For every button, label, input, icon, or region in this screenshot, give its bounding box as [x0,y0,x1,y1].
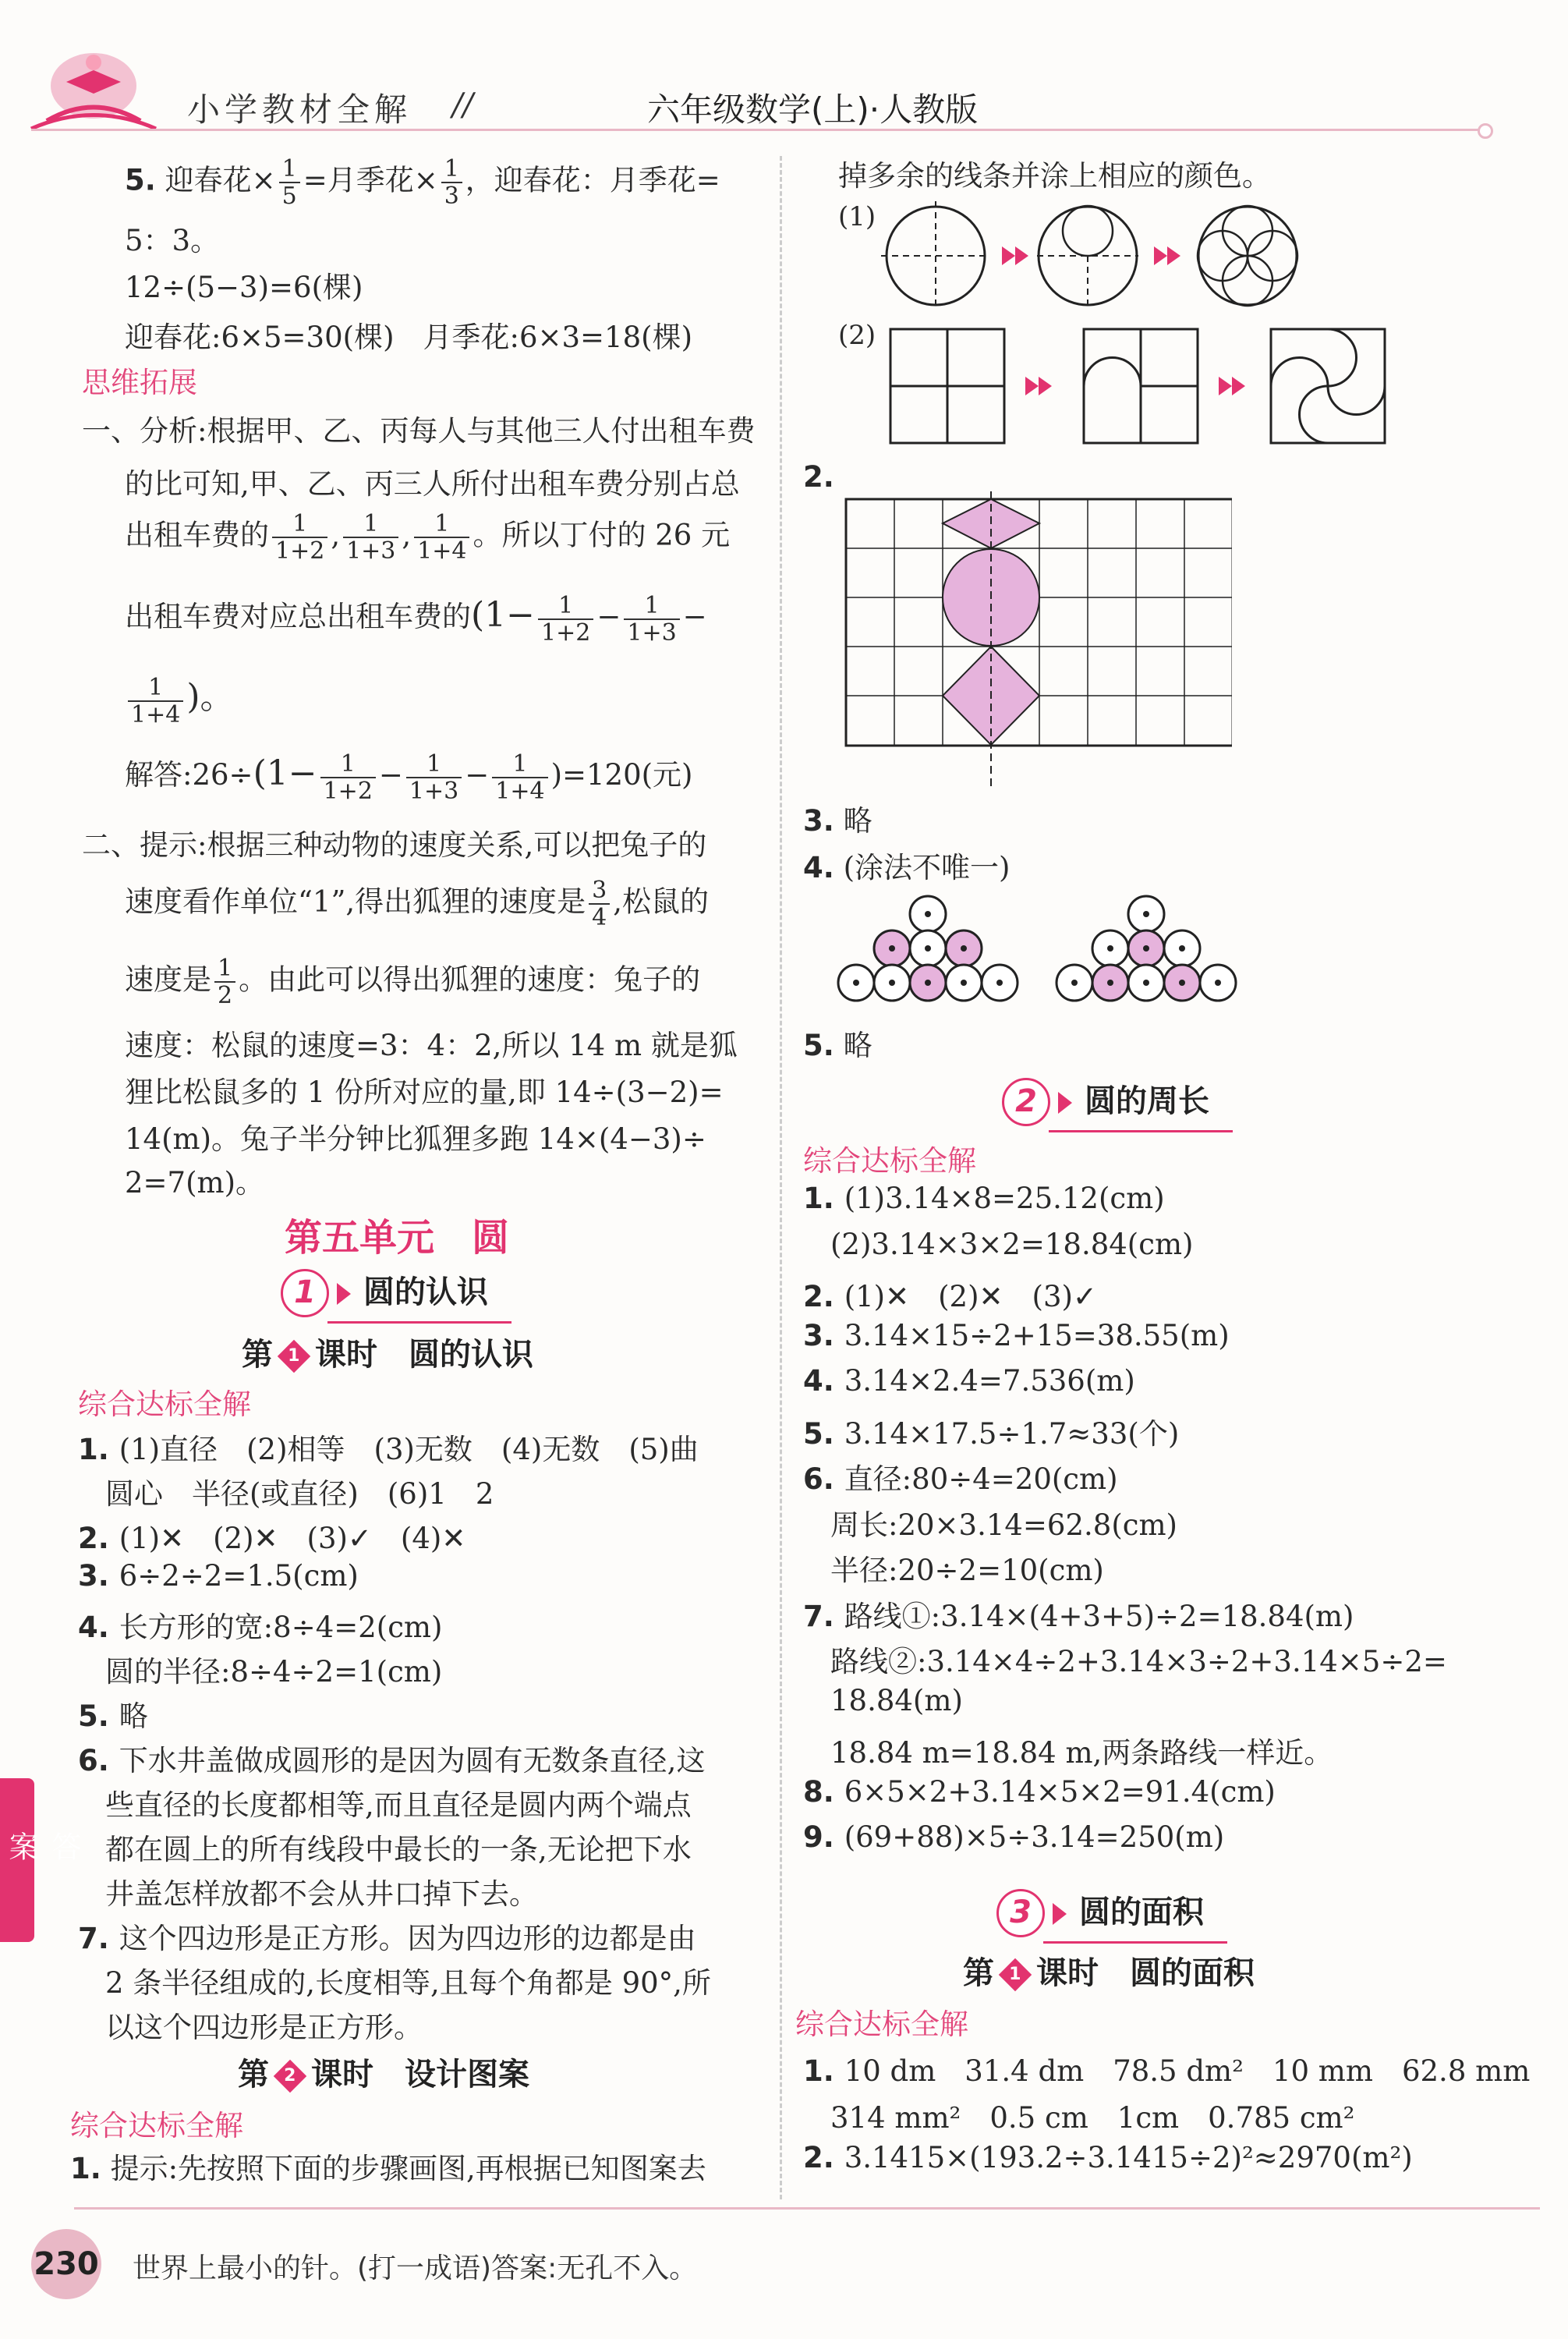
item-text: 3.1415×(193.2÷3.1415÷2)²≈2970(m²) [844,2141,1413,2174]
list-item [803,1775,1276,1809]
item-num: 3. [78,1559,119,1593]
item-num: 1. [803,1182,844,1215]
lesson-pre: 第 [238,2057,269,2093]
right-cont: 掉多余的线条并涂上相应的颜色。 [838,159,1271,193]
q5-line1 [125,156,720,209]
list-item [105,1470,494,1512]
list-item [830,1729,1333,1771]
coin-center-dot [1143,945,1149,952]
think-heading: 思维拓展 [82,366,197,399]
item-num: 7. [78,1922,119,1955]
frac-den: 1+3 [627,618,677,647]
item-text: (69+88)×5÷3.14=250(m) [844,1820,1225,1854]
frac-den: 1+4 [131,700,181,728]
side-tab-label: 答案 [4,1831,81,1908]
frac-den: 1+3 [409,777,459,805]
coin-center-dot [961,980,967,986]
minus: − [682,600,707,633]
comp-heading-3: 综合达标全解 [803,1144,976,1178]
list-item [78,1915,696,1957]
item-text: (1)直径 (2)相等 (3)无数 (4)无数 (5)曲 [119,1433,699,1466]
item-num: 2. [803,2141,844,2174]
list-item [803,1820,1224,1854]
a1-line5 [125,671,234,728]
paren-open: (1− [253,753,317,793]
circle-pattern-diagram [881,201,1318,310]
fraction [538,593,593,646]
section-heading-2 [1002,1076,1209,1126]
circle-coloring-diagram [826,889,1248,1014]
item-num: 8. [803,1774,844,1809]
comma: , [402,518,412,552]
arrow-icon [337,1283,351,1305]
item-text: (1)✕ (2)✕ (3)✓ (4)✕ [119,1522,466,1555]
coin-center-dot [925,980,931,986]
footer-riddle: 世界上最小的针。(打一成语)答案:无孔不入。 [133,2252,698,2284]
frac-num: 1 [279,156,300,183]
q5-line4: 迎春花:6×5=30(棵) 月季花:6×3=18(棵) [125,321,693,354]
page-number: 230 [31,2229,101,2299]
item-text: (1)3.14×8=25.12(cm) [844,1182,1165,1215]
circle-step-2 [1037,206,1138,310]
item-text: 3.14×2.4=7.536(m) [844,1364,1135,1398]
item-num: 5. [78,1699,119,1733]
coin-center-dot [961,945,967,952]
list-item [78,1559,359,1593]
list-item [830,2094,1354,2136]
q5-line3: 12÷(5−3)=6(棵) [125,271,363,304]
item-num: 1. [78,1433,119,1466]
item-text: 2 条半径组成的,长度相等,且每个角都是 90°,所 [105,1966,711,2000]
item-text: 都在圆上的所有线段中最长的一条,无论把下水 [105,1833,692,1866]
a2-line7: 2=7(m)。 [125,1166,265,1200]
arrow-icon [1053,1903,1067,1925]
series-title: 小学教材全解 [187,90,412,129]
coin-center-dot [1215,980,1221,986]
section-underline [327,1321,511,1324]
a2-text: ,松鼠的 [613,884,709,919]
coin-center-dot [1107,945,1113,952]
frac-num: 1 [320,751,376,778]
a1-line3 [125,511,730,564]
item-text: 314 mm² 0.5 cm 1cm 0.785 cm² [830,2101,1355,2135]
coin-center-dot [925,911,931,917]
item-text: 3.14×17.5÷1.7≈33(个) [844,1416,1180,1451]
minus: − [378,758,403,792]
fraction [589,877,610,930]
item-text: 3.14×15÷2+15=38.55(m) [844,1318,1230,1352]
a1-text: 出租车费的 [125,518,269,552]
lesson-number: 1 [1009,1965,1021,1984]
item-text: 路线①:3.14×(4+3+5)÷2=18.84(m) [844,1599,1354,1633]
double-arrow-icon [1002,246,1028,265]
item-num: 2. [803,1280,844,1313]
unit-title: 第五单元 圆 [285,1216,510,1260]
section-heading-3 [996,1887,1204,1937]
list-item [803,2141,1413,2174]
square-step-1 [890,329,1004,443]
frac-den: 1+2 [541,618,591,647]
fraction [320,751,376,804]
item-text: 些直径的长度都相等,而且直径是圆内两个端点 [105,1788,692,1822]
list-item [803,1273,1097,1315]
item-text: 周长:20×3.14=62.8(cm) [830,1508,1177,1542]
item-text: 略 [843,1029,872,1062]
list-item [830,1684,963,1717]
item-text: 圆的半径:8÷4÷2=1(cm) [105,1655,443,1689]
section-badge: 3 [996,1889,1045,1937]
square-step-2 [1084,329,1198,443]
q5-line2: 5：3。 [125,224,220,257]
comma: , [331,518,341,552]
q5-text-a: 迎春花× [165,163,276,197]
section-badge: 2 [1002,1078,1050,1126]
coin-center-dot [1179,945,1185,952]
header-slashes: // [452,87,473,123]
section-title: 圆的认识 [363,1274,488,1310]
item-num: 7. [803,1599,844,1633]
item-text: 长方形的宽:8÷4=2(cm) [119,1611,443,1644]
list-item [105,1826,692,1868]
list-item [830,1547,1104,1589]
list-item [105,1959,711,2001]
item-text: 10 dm 31.4 dm 78.5 dm² 10 mm 62.8 mm [844,2054,1531,2088]
answer-text: 解答:26÷ [125,758,253,792]
frac-num: 1 [414,511,469,538]
double-arrow-icon [1219,377,1245,395]
coin-center-dot [1143,980,1149,986]
comp-heading-2: 综合达标全解 [70,2109,243,2142]
frac-den: 1+3 [346,537,396,565]
item-text: (1)✕ (2)✕ (3)✓ [844,1280,1097,1313]
a1-line4 [125,589,707,646]
frac-num: 1 [441,156,462,183]
fraction [128,675,183,728]
circle-step-1 [881,201,990,310]
arrow-icon [1058,1092,1072,1114]
coin-center-dot [1179,980,1185,986]
frac-num: 1 [538,593,593,620]
item-text: 路线②:3.14×4÷2+3.14×3÷2+3.14×5÷2= [830,1645,1447,1678]
list-item [105,1870,538,1912]
grid-lines [846,499,1232,746]
a1-line2: 的比可知,甲、乙、丙三人所付出租车费分别占总 [125,467,740,501]
item-text: 6×5×2+3.14×5×2=91.4(cm) [844,1774,1276,1809]
frac-den: 1+4 [495,777,545,805]
item-text: 以这个四边形是正方形。 [105,2011,423,2044]
list-item [830,1501,1177,1543]
frac-num: 1 [214,955,235,983]
coin-center-dot [925,945,931,952]
section-title: 圆的面积 [1079,1894,1204,1930]
part1-label: (1) [838,201,876,232]
fraction [414,511,469,564]
item-text: 下水井盖做成圆形的是因为圆有无数条直径,这 [119,1744,706,1777]
fraction [343,511,398,564]
list-item [78,1737,705,1779]
a2-line3 [125,955,700,1008]
item-text: 这个四边形是正方形。因为四边形的边都是由 [119,1922,696,1955]
lesson-number: 2 [284,2066,296,2086]
coin-center-dot [1143,911,1149,917]
item-text: 略 [119,1699,148,1733]
item-num: 9. [803,1820,844,1854]
section-heading-1 [281,1267,488,1317]
list-item [830,1638,1447,1680]
lesson-number-badge [278,1340,310,1373]
column-divider [780,156,782,2199]
header-dot-icon [1478,123,1493,139]
coin-center-dot [889,945,895,952]
footer-rule [74,2207,1540,2210]
lesson-title: 课时 圆的认识 [315,1337,533,1373]
frac-den: 1+2 [275,537,325,565]
coin-center-dot [996,980,1003,986]
item-num: 6. [78,1744,119,1777]
frac-num: 1 [343,511,398,538]
a1-line1: 一、分析:根据甲、乙、丙每人与其他三人付出租车费 [82,414,756,448]
a1-text: 出租车费对应总出租车费的 [125,600,471,633]
section-underline [1043,1941,1227,1944]
q2-num: 2. [803,460,834,494]
item-text: 18.84(m) [830,1683,963,1717]
paren-open: (1− [471,595,536,635]
item-num: 5. [803,1416,844,1451]
a2-line4: 速度：松鼠的速度=3：4：2,所以 14 m 就是狐 [125,1029,738,1062]
frac-den: 3 [444,183,459,210]
last-item [70,2145,706,2187]
frac-den: 5 [281,183,297,210]
item-num: 3. [803,804,834,838]
lesson-number: 1 [288,1346,300,1366]
list-item [78,1604,442,1646]
q5-num: 5. [125,163,156,197]
list-item [803,1593,1354,1635]
section-title: 圆的周长 [1085,1083,1209,1119]
section-underline [1049,1130,1233,1132]
a2-line2 [125,877,709,930]
list-item [105,1648,442,1690]
item-num: 4. [78,1611,119,1644]
left-column [78,0,764,2199]
minus: − [465,758,490,792]
item-num: 4. [803,851,834,884]
grid-symmetry-diagram [842,491,1232,788]
item-num: 2. [78,1522,119,1555]
item-num: 6. [803,1462,844,1496]
a2-line5: 狸比松鼠多的 1 份所对应的量,即 14÷(3−2)= [125,1076,724,1109]
lesson-heading-1 [242,1330,533,1374]
list-item [803,2047,1530,2089]
lesson-title: 课时 圆的面积 [1036,1955,1255,1991]
list-item [803,1455,1118,1497]
list-item [105,2004,423,2046]
lesson-title: 课时 设计图案 [311,2057,529,2093]
comp-heading-4: 综合达标全解 [795,2008,968,2041]
frac-num: 1 [128,675,183,702]
item-num: 5. [803,1029,834,1062]
a2-line1: 二、提示:根据三种动物的速度关系,可以把兔子的 [82,828,707,862]
lesson-number-badge [274,2060,306,2093]
item-text: 圆心 半径(或直径) (6)1 2 [105,1477,494,1511]
frac-den: 2 [218,982,233,1009]
list-item [830,1228,1193,1261]
a2-text: 速度是 [125,962,211,997]
fraction [214,955,235,1008]
square-pattern-diagram [889,328,1388,445]
coin-center-dot [889,980,895,986]
fraction [272,511,327,564]
lesson-pre: 第 [242,1337,273,1373]
item-text: 略 [843,804,872,838]
item-text: (涂法不唯一) [843,851,1011,884]
answer-side-tab [0,1778,81,1942]
item-text: 提示:先按照下面的步骤画图,再根据已知图案去 [110,2152,706,2185]
q3 [803,797,872,839]
frac-num: 3 [589,877,610,905]
double-arrow-icon [1025,377,1052,395]
frac-num: 1 [492,751,547,778]
q5-text-b: =月季花× [303,163,438,197]
frac-den: 4 [592,904,607,931]
list-item [105,1781,692,1823]
item-text: (2)3.14×3×2=18.84(cm) [830,1227,1194,1261]
grade-title: 六年级数学(上)·人教版 [647,90,979,129]
item-text: 18.84 m=18.84 m,两条路线一样近。 [830,1736,1333,1770]
item-num: 3. [803,1318,844,1352]
frac-num: 1 [624,593,679,620]
lesson-heading-3 [963,1948,1255,1993]
paren-close: )。 [186,677,235,717]
fraction [624,593,679,646]
list-item [803,1182,1165,1215]
list-item [78,1426,699,1468]
list-item [78,1515,465,1557]
fraction [279,156,300,209]
list-item [78,1692,148,1735]
q4 [803,844,1010,886]
fraction [406,751,462,804]
a2-text: 。由此可以得出狐狸的速度：兔子的 [239,962,701,997]
list-item [803,1410,1179,1452]
list-item [803,1364,1135,1398]
comp-heading-1: 综合达标全解 [78,1387,251,1421]
item-text: 6÷2÷2=1.5(cm) [119,1559,359,1593]
a2-line6: 14(m)。兔子半分钟比狐狸多跑 14×(4−3)÷ [125,1122,706,1156]
circle-step-3 [1198,206,1297,306]
coin-center-dot [853,980,859,986]
coin-center-dot [1071,980,1078,986]
a2-text: 速度看作单位“1”,得出狐狸的速度是 [125,884,586,919]
item-text: 井盖怎样放都不会从井口掉下去。 [105,1877,538,1911]
lesson-heading-2 [238,2050,529,2094]
section-badge: 1 [281,1269,329,1317]
item-text: 半径:20÷2=10(cm) [830,1554,1104,1587]
lesson-pre: 第 [963,1955,994,1991]
item-text: 直径:80÷4=20(cm) [844,1462,1118,1496]
frac-num: 1 [272,511,327,538]
fraction [441,156,462,209]
frac-den: 1+4 [417,537,467,565]
a1-text: 。所以丁付的 26 元 [473,518,731,552]
coin-center-dot [1107,980,1113,986]
list-item [803,1319,1230,1352]
a1-answer [125,747,693,804]
part2-label: (2) [838,320,876,351]
item-num: 1. [70,2152,101,2185]
q5-right [803,1022,872,1064]
fraction [492,751,547,804]
frac-num: 1 [406,751,462,778]
q5-text-c: ，迎春花：月季花= [465,163,720,197]
minus: − [596,600,621,633]
item-num: 1. [803,2054,844,2088]
answer-end: )=120(元) [550,758,693,792]
lesson-number-badge [999,1958,1032,1991]
item-num: 4. [803,1364,844,1398]
square-step-3 [1271,329,1385,443]
frac-den: 1+2 [323,777,373,805]
double-arrow-icon [1154,246,1180,265]
